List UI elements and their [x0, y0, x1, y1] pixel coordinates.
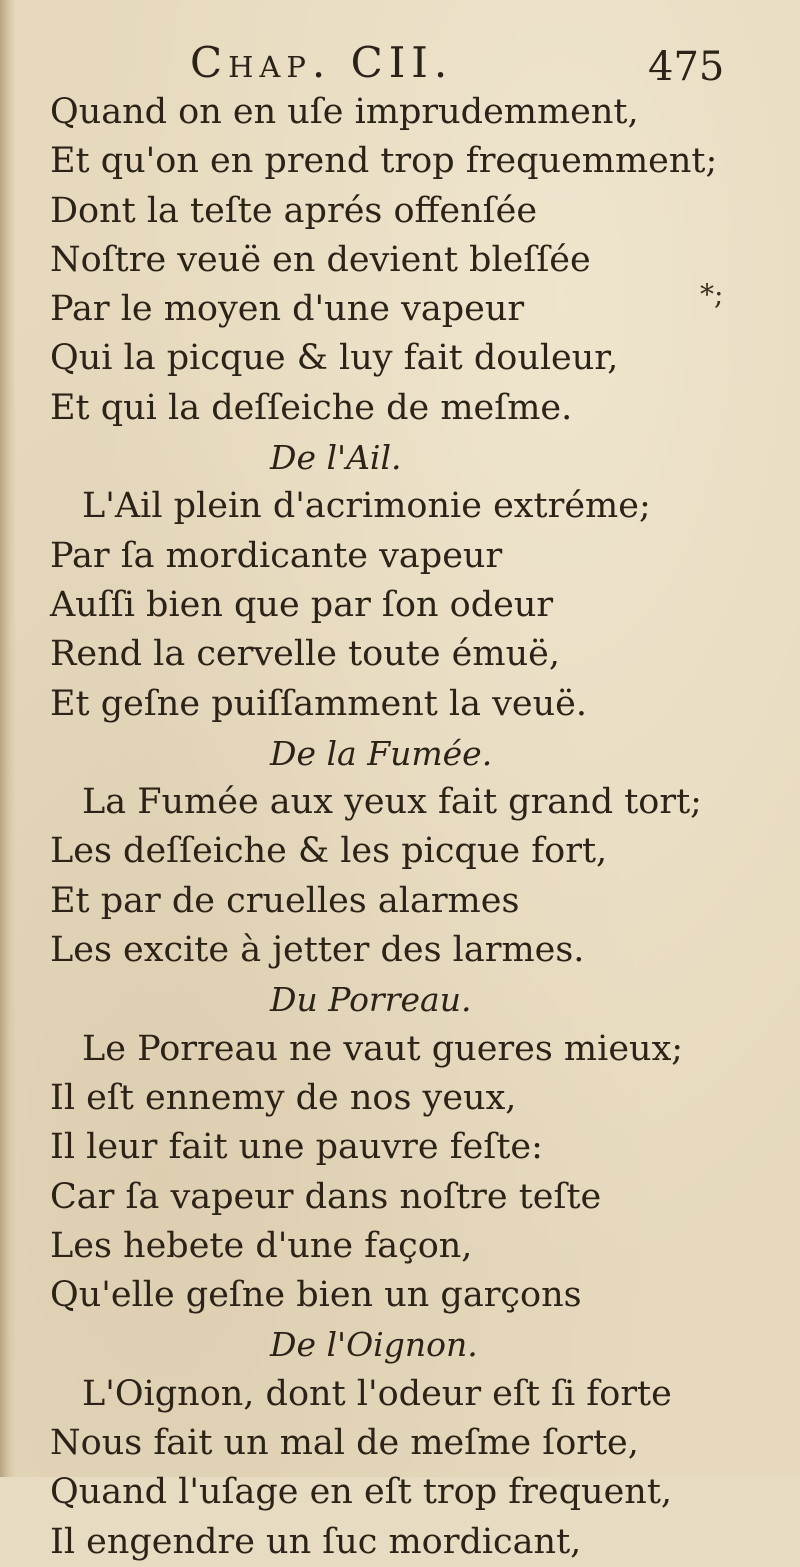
verse-line: Les hebete d'une façon, [50, 1225, 473, 1266]
verse-line: Car ſa vapeur dans noſtre teſte [50, 1176, 602, 1217]
verse-line: Noſtre veuë en devient bleſſée [50, 239, 591, 280]
verse-line: L'Oignon, dont l'odeur eſt ſi forte [82, 1373, 672, 1414]
verse-text-block [50, 88, 770, 1567]
verse-line: Il leur fait une pauvre feſte: [50, 1127, 543, 1168]
verse-line: Qui la picque & luy fait douleur, [50, 338, 619, 379]
verse-line: Par le moyen d'une vapeur [50, 289, 525, 330]
verse-line: Et geſne puiſſamment la veuë. [50, 683, 587, 724]
verse-line: La Fumée aux yeux fait grand tort; [82, 782, 702, 823]
verse-line: Et qui la deſſeiche de meſme. [50, 387, 573, 428]
verse-line: Les excite à jetter des larmes. [50, 930, 585, 971]
page-number: 475 [648, 44, 725, 90]
verse-line: Les deſſeiche & les picque fort, [50, 831, 608, 872]
verse-line: Il engendre un ſuc mordicant, [50, 1521, 582, 1562]
running-title: Chap. CII. [190, 38, 454, 87]
verse-line: Qu'elle geſne bien un garçons [50, 1275, 582, 1316]
verse-line: Quand l'uſage en eſt trop frequent, [50, 1472, 673, 1513]
verse-line: Il eſt ennemy de nos yeux, [50, 1077, 517, 1118]
page-gutter-shadow [0, 0, 16, 1477]
section-heading: Du Porreau. [270, 980, 472, 1020]
verse-line: Et qu'on en prend trop frequemment; [50, 141, 718, 182]
verse-line: Dont la teſte aprés offenſée [50, 190, 538, 231]
verse-line: L'Ail plein d'acrimonie extréme; [82, 486, 651, 527]
verse-line: Nous fait un mal de meſme ſorte, [50, 1423, 639, 1464]
section-heading: De la Fumée. [270, 733, 493, 773]
verse-line: Par ſa mordicante vapeur [50, 535, 503, 576]
verse-line: Le Porreau ne vaut gueres mieux; [82, 1028, 684, 1069]
verse-line: Quand on en uſe imprudemment, [50, 92, 639, 132]
verse-line: Rend la cervelle toute émuë, [50, 634, 560, 675]
section-heading: De l'Oignon. [270, 1325, 478, 1365]
verse-line: Et par de cruelles alarmes [50, 880, 520, 921]
verse-line: Auſſi bien que par ſon odeur [50, 584, 554, 625]
margin-mark: *; [700, 278, 724, 311]
section-heading: De l'Ail. [270, 438, 402, 478]
